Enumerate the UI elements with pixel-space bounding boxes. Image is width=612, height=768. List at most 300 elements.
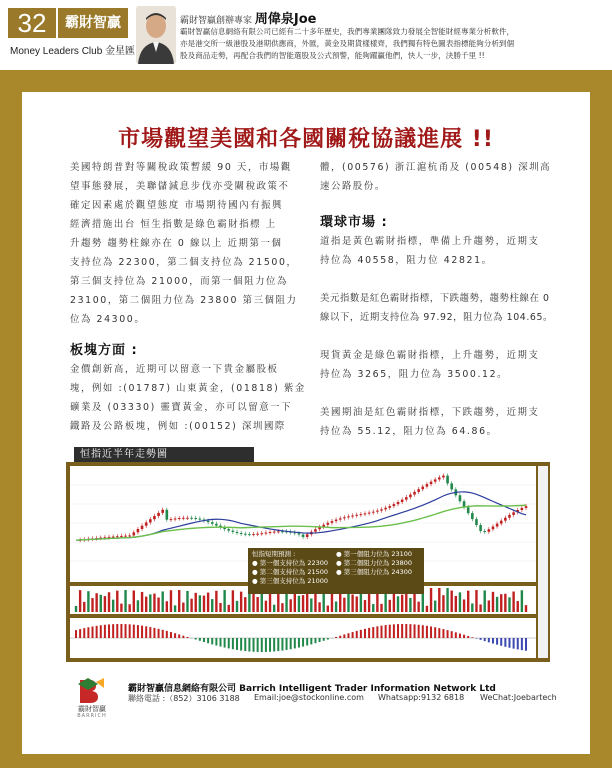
candle-body (116, 536, 119, 537)
indicator-bar (492, 638, 494, 644)
text-line: 確定因素處於觀望態度 市場期待國內有振興 (70, 200, 284, 211)
indicator-bar (87, 627, 89, 638)
volume-bar (157, 598, 159, 612)
volume-bar (405, 593, 407, 612)
volume-bar (446, 588, 448, 612)
candle-body (145, 522, 148, 525)
candle-body (504, 518, 507, 521)
candle-body (277, 531, 280, 532)
volume-bar (170, 590, 172, 612)
indicator-bar (356, 631, 358, 638)
author-line (180, 8, 316, 27)
candle-body (194, 518, 197, 519)
candle-body (157, 513, 160, 516)
volume-bar (91, 598, 93, 612)
volume-bar (459, 592, 461, 612)
indicator-bar (211, 638, 213, 644)
volume-bar (442, 595, 444, 612)
indicator-bar (158, 629, 160, 638)
text-line: 體，(00576) 浙江滬杭甬及 (00548) 深圳高 (320, 162, 552, 173)
indicator-bar (129, 624, 131, 638)
candle-body (260, 533, 263, 534)
text-line: 美國特朗普對等關稅政策暫緩 90 天，市場觀 (70, 162, 292, 173)
indicator-bar (463, 635, 465, 638)
volume-bar (104, 596, 106, 612)
indicator-bar (133, 625, 135, 638)
contact-whatsapp: Whatsapp:9132 6818 (378, 693, 465, 702)
candle-body (421, 487, 424, 490)
indicator-bar (207, 638, 209, 643)
volume-bar (108, 592, 110, 612)
indicator-bar (319, 638, 321, 642)
candle-body (409, 495, 412, 498)
contact-wechat: WeChat:Joebartech (480, 693, 557, 702)
volume-bar (294, 592, 296, 612)
indicator-bar (75, 630, 77, 638)
candle-body (236, 532, 239, 533)
candle-body (108, 537, 111, 538)
indicator-bar (327, 638, 329, 640)
candle-body (450, 483, 453, 489)
volume-bar (137, 600, 139, 612)
volume-bar (508, 597, 510, 612)
indicator-bar (480, 638, 482, 640)
indicator-bar (281, 638, 283, 651)
volume-bar (463, 599, 465, 612)
candle-body (413, 492, 416, 495)
volume-bar (504, 594, 506, 612)
volume-bar (343, 598, 345, 612)
candle-body (112, 537, 115, 538)
author-photo (136, 6, 176, 64)
volume-bar (401, 595, 403, 612)
candle-body (256, 534, 259, 535)
indicator-bar (352, 632, 354, 638)
candle-body (314, 529, 317, 531)
candle-body (141, 526, 144, 529)
indicator-bar (306, 638, 308, 645)
volume-bar (434, 601, 436, 612)
intro-line: 股及商品走勢，再配合我們的智能選股及公式預警，能夠躍贏他們，快人一步，決勝千里 !! (180, 51, 485, 60)
text-line: 望事態發展，美聯儲減息步伐亦受關稅政策不 (70, 181, 290, 192)
candle-body (442, 476, 445, 478)
candle-body (128, 535, 131, 536)
volume-bar (484, 590, 486, 612)
candle-body (207, 521, 210, 522)
candle-body (426, 484, 429, 487)
indicator-bar (339, 636, 341, 638)
logo-text: 霸財智贏 (78, 705, 106, 713)
indicator-bar (397, 624, 399, 638)
volume-bar (335, 601, 337, 612)
candle-body (124, 536, 127, 537)
indicator-bar (434, 627, 436, 638)
candle-body (265, 533, 268, 534)
volume-bar (500, 594, 502, 612)
indicator-bar (467, 636, 469, 638)
candle-body (132, 532, 135, 535)
candle-body (372, 512, 375, 513)
indicator-bar (496, 638, 498, 645)
candle-body (397, 502, 400, 504)
indicator-bar (92, 626, 94, 638)
text-line: 美元指數是紅色霸財指標，下跌趨勢，趨勢柱線在 0 (320, 293, 550, 304)
volume-bar (236, 601, 238, 612)
indicator-bar (162, 630, 164, 638)
volume-bar (364, 600, 366, 612)
candle-body (384, 508, 387, 509)
candle-body (364, 513, 367, 514)
volume-bar (496, 597, 498, 612)
volume-bar (166, 601, 168, 612)
price-axis (538, 466, 548, 658)
indicator-bar (244, 638, 246, 651)
indicator-bar (455, 632, 457, 638)
text-line: 金價創新高，近期可以留意一下貴金屬股板 (70, 364, 279, 375)
indicator-bar (269, 638, 271, 652)
candle-body (417, 489, 420, 492)
candle-body (492, 527, 495, 530)
volume-bar (195, 593, 197, 612)
text-line: 礦業及 (03330) 靈寶黃金，亦可以留意一下 (70, 402, 293, 413)
indicator-bar (368, 628, 370, 638)
candle-body (331, 521, 334, 523)
volume-bar (211, 599, 213, 612)
indicator-bar (525, 638, 527, 651)
indicator-bar (100, 625, 102, 638)
indicator-bar (257, 638, 259, 652)
candle-body (360, 514, 363, 515)
indicator-bar (149, 627, 151, 638)
volume-bar (314, 591, 316, 612)
candle-body (227, 529, 230, 531)
indicator-bar (376, 626, 378, 638)
volume-bar (318, 602, 320, 612)
candle-body (120, 536, 123, 537)
volume-bar (153, 594, 155, 612)
indicator-bar (513, 638, 515, 649)
volume-bar (145, 597, 147, 612)
indicator-bar (389, 625, 391, 638)
author-name: 周偉泉Joe (254, 12, 317, 27)
volume-bar (488, 600, 490, 612)
candle-body (298, 533, 301, 534)
volume-bar (87, 591, 89, 612)
indicator-bar (182, 636, 184, 638)
candle-body (475, 519, 478, 525)
indicator-bar (125, 624, 127, 638)
volume-bar (190, 599, 192, 612)
indicator-bar (372, 627, 374, 638)
candle-body (335, 520, 338, 521)
indicator-bar (224, 638, 226, 648)
text-line: 23100，第二個阻力位為 23800 第三個阻力 (70, 295, 298, 306)
volume-bar (475, 590, 477, 612)
volume-bar (232, 590, 234, 612)
indicator-bar (418, 625, 420, 638)
volume-bar (223, 590, 225, 612)
volume-bar (389, 600, 391, 612)
indicator-bar (405, 624, 407, 638)
volume-bar (380, 604, 382, 612)
text-line: 持位為 55.12，阻力位為 64.86。 (320, 426, 498, 437)
candle-body (327, 523, 330, 525)
candle-body (190, 518, 193, 519)
volume-bar (133, 590, 135, 612)
candle-body (248, 534, 251, 535)
company-name: 霸財智贏信息網絡有限公司 Barrich Intelligent Trader Information Network Ltd (128, 684, 496, 694)
candle-body (479, 525, 482, 531)
indicator-bar (83, 628, 85, 638)
volume-bar (261, 592, 263, 612)
indicator-bar (310, 638, 312, 644)
volume-bar (517, 601, 519, 612)
candle-body (273, 532, 276, 533)
volume-bar (417, 602, 419, 612)
volume-bar (244, 597, 246, 612)
forecast-box (248, 548, 424, 594)
volume-bar (112, 600, 114, 612)
indicator-bar (294, 638, 296, 648)
candle-body (459, 495, 462, 501)
left-column (70, 158, 310, 329)
barrich-logo (74, 676, 108, 704)
indicator-bar (504, 638, 506, 647)
candle-body (521, 508, 524, 510)
volume-bar (409, 598, 411, 612)
indicator-bar (199, 638, 201, 641)
volume-bar (360, 592, 362, 612)
volume-bar (450, 591, 452, 612)
global-heading: 環球市場 : (320, 215, 388, 230)
candle-body (376, 511, 379, 512)
volume-bar (116, 591, 118, 612)
logo-subtext: BARRICH (77, 713, 107, 719)
indicator-bar (360, 630, 362, 638)
indicator-bar (153, 628, 155, 638)
candle-body (166, 510, 169, 520)
support-item: ● 第三個支持位為 21000 (252, 577, 328, 585)
candle-body (393, 504, 396, 506)
indicator-bar (228, 638, 230, 648)
club-name: Money Leaders Club 金星匯 (10, 46, 136, 57)
indicator-bar (451, 631, 453, 638)
volume-bar (215, 591, 217, 612)
candle-body (430, 482, 433, 484)
volume-bar (141, 592, 143, 612)
indicator-bar (459, 634, 461, 638)
candle-body (215, 524, 218, 526)
indicator-bar (137, 625, 139, 638)
candle-body (137, 529, 140, 532)
indicator-bar (145, 626, 147, 638)
volume-bar (256, 597, 258, 612)
volume-bar (265, 601, 267, 612)
indicator-bar (96, 626, 98, 638)
resistance-item: ● 第二個阻力位為 23800 (336, 559, 412, 567)
indicator-bar (521, 638, 523, 650)
volume-bar (79, 590, 81, 612)
candle-body (388, 506, 391, 508)
volume-bar (149, 594, 151, 612)
sector-heading: 板塊方面 : (70, 343, 138, 358)
indicator-bar (141, 626, 143, 638)
indicator-bar (426, 626, 428, 638)
chart-label: 恒指近半年走勢圖 (74, 447, 254, 463)
candle-body (434, 479, 437, 481)
candle-body (508, 515, 511, 518)
candle-body (347, 516, 350, 517)
volume-bar (356, 596, 358, 612)
candle-body (161, 510, 164, 513)
volume-bar (455, 596, 457, 612)
text-line: 持位為 3265，阻力位為 3500.12。 (320, 369, 509, 380)
indicator-bar (422, 625, 424, 638)
indicator-bar (174, 633, 176, 638)
text-line: 經濟措施出台 恒生指數是綠色霸財指標 上 (70, 219, 277, 230)
volume-bar (182, 603, 184, 612)
indicator-bar (335, 637, 337, 638)
column-name: 霸財智贏 (58, 8, 128, 38)
indicator-bar (298, 638, 300, 648)
candle-body (302, 535, 305, 537)
author-role: 霸財智贏創辦專家 (180, 16, 253, 26)
indicator-bar (484, 638, 486, 641)
page-number: 32 (8, 8, 56, 38)
volume-bar (252, 594, 254, 612)
candle-body (170, 519, 173, 520)
indicator-bar (277, 638, 279, 651)
volume-bar (120, 604, 122, 612)
indicator-bar (438, 628, 440, 638)
candle-body (368, 513, 371, 514)
intro-line: 亦是港交所一級港股及港期供應商，外匯，黃金及期貨樣樣齊，我們獨有特色圖表指標能夠分析到個 (180, 39, 515, 48)
candle-body (240, 533, 243, 534)
text-line: 升趨勢 趨勢柱線亦在 0 線以上 近期第一個 (70, 238, 283, 249)
sector-section (70, 342, 310, 436)
candle-body (496, 524, 499, 527)
indicator-bar (381, 626, 383, 638)
indicator-bar (219, 638, 221, 647)
volume-bar (248, 594, 250, 612)
resistance-item: ● 第一個阻力位為 23100 (336, 550, 412, 558)
text-line: 第三個支持位為 21000，而第一個阻力位為 (70, 276, 289, 287)
candle-body (343, 517, 346, 518)
text-line: 現貨黃金是綠色霸財指標，上升趨勢，近期支 (320, 350, 540, 361)
candle-body (438, 477, 441, 479)
indicator-bar (409, 624, 411, 638)
candle-body (483, 531, 486, 532)
support-item: ● 第二個支持位為 21500 (252, 568, 328, 576)
contact-email: Email:joe@stockonline.com (254, 693, 364, 702)
volume-bar (298, 596, 300, 612)
indicator-bar (236, 638, 238, 650)
indicator-bar (186, 637, 188, 638)
indicator-bar (364, 629, 366, 638)
candle-body (339, 518, 342, 519)
candle-body (500, 521, 503, 524)
text-line: 鐵路及公路板塊，例如 :(00152) 深圳國際 (70, 421, 286, 432)
candle-body (149, 519, 152, 522)
volume-bar (124, 590, 126, 612)
volume-bar (306, 593, 308, 612)
volume-bar (100, 595, 102, 612)
candle-body (178, 518, 181, 519)
candle-body (405, 497, 408, 499)
text-line: 線以下，近期支持位為 97.92，阻力位為 104.65。 (320, 312, 554, 323)
indicator-bar (488, 638, 490, 642)
candle-body (525, 506, 528, 508)
volume-bar (351, 594, 353, 612)
candle-body (512, 512, 515, 515)
volume-bar (219, 603, 221, 612)
text-line: 速公路股份。 (320, 181, 386, 192)
indicator-bar (108, 624, 110, 638)
indicator-bar (79, 629, 81, 638)
volume-bar (186, 591, 188, 612)
indicator-bar (500, 638, 502, 646)
volume-bar (467, 591, 469, 612)
indicator-bar (385, 625, 387, 638)
indicator-bar (265, 638, 267, 652)
support-item: ● 第一個支持位為 22300 (252, 559, 328, 567)
indicator-bar (104, 625, 106, 638)
indicator-bar (290, 638, 292, 649)
indicator-bar (447, 630, 449, 638)
candle-body (306, 534, 309, 537)
volume-bar (161, 591, 163, 612)
forecast-title: 恒指短期預測 : (252, 550, 296, 558)
text-line: 位為 24300。 (70, 314, 146, 325)
candle-body (174, 519, 177, 520)
volume-bar (273, 605, 275, 612)
candle-body (211, 522, 214, 524)
volume-bar (310, 598, 312, 612)
volume-bar (327, 606, 329, 612)
volume-bar (372, 604, 374, 612)
indicator-bar (203, 638, 205, 642)
volume-bar (521, 590, 523, 612)
volume-bar (525, 605, 527, 612)
volume-bar (95, 593, 97, 612)
volume-bar (83, 602, 85, 612)
text-line: 持位為 40558，阻力位 42821。 (320, 255, 493, 266)
indicator-bar (116, 624, 118, 638)
volume-bar (302, 595, 304, 612)
candle-body (380, 509, 383, 510)
candle-body (186, 518, 189, 519)
text-line: 支持位為 22300，第二個支持位為 21500， (70, 257, 298, 268)
indicator-bar (112, 624, 114, 638)
indicator-bar (232, 638, 234, 649)
candle-body (269, 532, 272, 533)
text-line: 道指是黃色霸財指標，準備上升趨勢，近期支 (320, 236, 540, 247)
indicator-bar (430, 626, 432, 638)
resistance-list (336, 550, 412, 586)
volume-bar (430, 588, 432, 612)
indicator-bar (166, 631, 168, 638)
indicator-bar (240, 638, 242, 651)
text-line: 美國期油是紅色霸財指標，下跌趨勢，近期支 (320, 407, 540, 418)
volume-bar (471, 603, 473, 612)
volume-bar (207, 593, 209, 612)
volume-bar (438, 588, 440, 612)
candle-body (351, 516, 354, 517)
right-column (320, 158, 560, 441)
volume-bar (426, 606, 428, 612)
indicator-bar (302, 638, 304, 647)
indicator-bar (393, 624, 395, 638)
